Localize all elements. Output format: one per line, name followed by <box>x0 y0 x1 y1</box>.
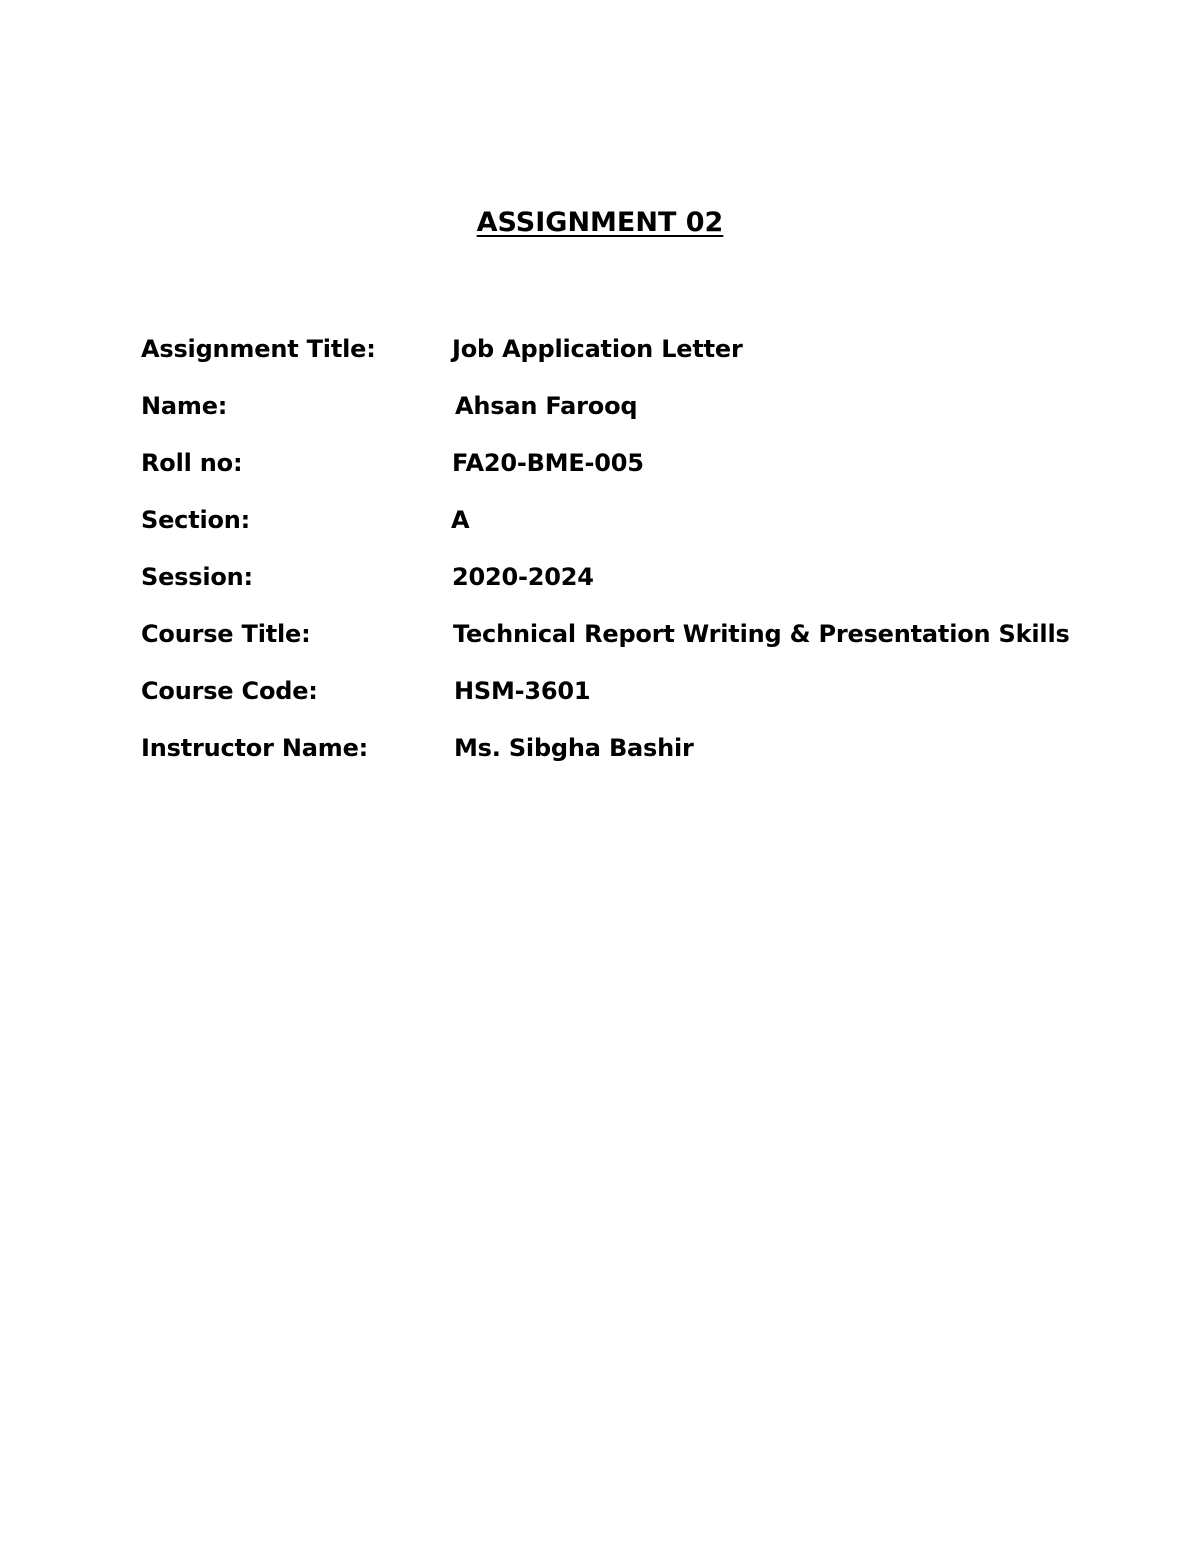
field-row-section <box>141 491 1141 548</box>
field-value: Job Application Letter <box>452 334 743 363</box>
field-label: Roll no: <box>141 448 243 477</box>
field-row-assignment-title <box>141 320 1141 377</box>
field-row-course-code <box>141 662 1141 719</box>
field-row-session <box>141 548 1141 605</box>
field-label: Assignment Title: <box>141 334 376 363</box>
field-value: HSM-3601 <box>454 676 591 705</box>
field-row-roll-no <box>141 434 1141 491</box>
field-value: A <box>451 505 470 534</box>
field-label: Course Title: <box>141 619 311 648</box>
field-row-name <box>141 377 1141 434</box>
field-value: Technical Report Writing & Presentation Skills <box>453 619 1070 648</box>
field-row-instructor-name <box>141 719 1141 776</box>
field-row-course-title <box>141 605 1141 662</box>
assignment-info <box>141 320 1141 776</box>
field-value: Ahsan Farooq <box>455 391 638 420</box>
field-label: Name: <box>141 391 228 420</box>
field-label: Instructor Name: <box>141 733 369 762</box>
field-label: Section: <box>141 505 251 534</box>
field-value: Ms. Sibgha Bashir <box>454 733 694 762</box>
field-label: Course Code: <box>141 676 318 705</box>
field-label: Session: <box>141 562 253 591</box>
page-title: ASSIGNMENT 02 <box>476 207 724 238</box>
field-value: 2020-2024 <box>452 562 594 591</box>
field-value: FA20-BME-005 <box>452 448 644 477</box>
